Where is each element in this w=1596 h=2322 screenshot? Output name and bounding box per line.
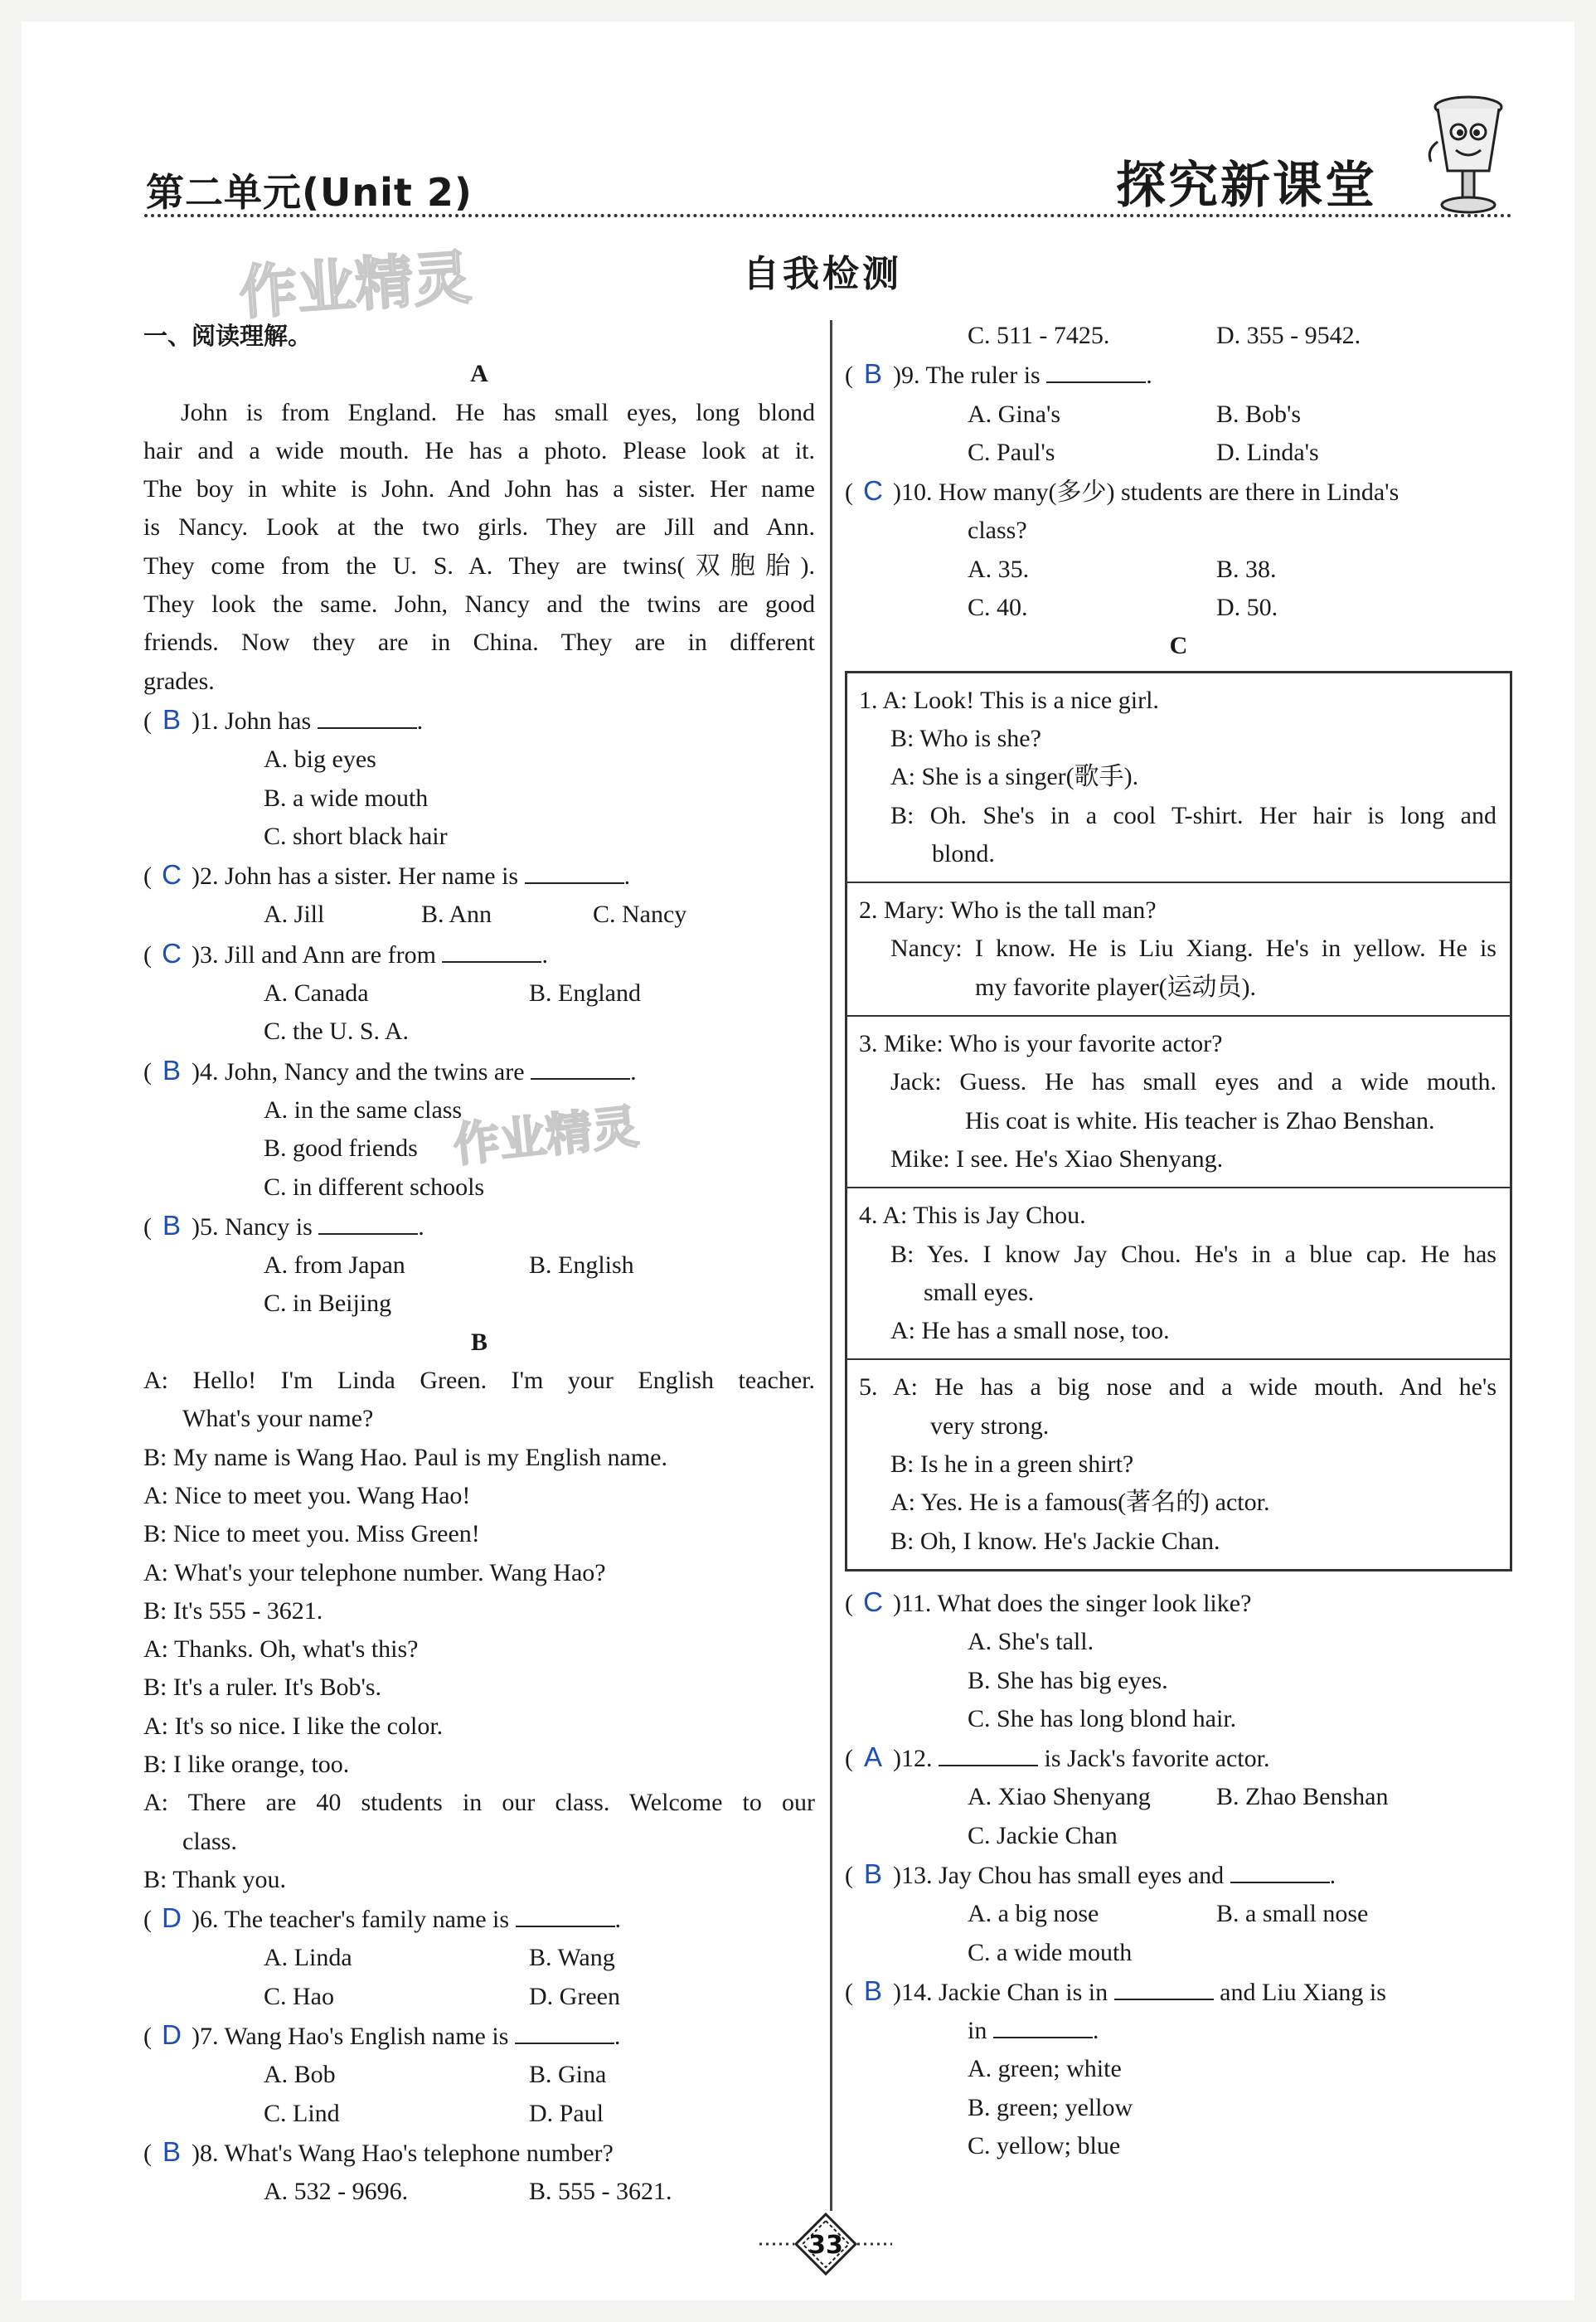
option-row xyxy=(143,1246,815,1285)
dialog-line: A: Nice to meet you. Wang Hao! xyxy=(143,1481,471,1509)
answer-blank xyxy=(516,1904,615,1927)
option: C. Paul's xyxy=(968,438,1055,466)
option: D. 355 - 9542. xyxy=(1216,322,1361,349)
dialog-line: Jack: Guess. He has small eyes and a wide mouth. xyxy=(890,1068,1497,1096)
dialog-line: my favorite player(运动员). xyxy=(975,973,1257,1001)
option: A. Linda xyxy=(264,1944,352,1972)
question-10: ( C )10. How many(多少) students are there in Linda's xyxy=(845,472,1512,512)
dialog-line: B: It's a ruler. It's Bob's. xyxy=(143,1673,382,1702)
dialog-line: B: Is he in a green shirt? xyxy=(890,1450,1134,1479)
option: C. Hao xyxy=(264,1982,334,2010)
answer-mark: C xyxy=(863,475,883,507)
dialog-line: 4. A: This is Jay Chou. xyxy=(859,1202,1086,1230)
passage-c-label: C xyxy=(1169,632,1188,660)
question-2: ( C )2. John has a sister. Her name is . xyxy=(143,856,815,896)
dialog-line: very strong. xyxy=(930,1411,1050,1440)
option-row xyxy=(845,1778,1512,1816)
passage-line: They look the same. John, Nancy and the twins are good xyxy=(143,590,815,619)
question-6: ( D )6. The teacher's family name is . xyxy=(143,1899,815,1939)
passage-line: John is from England. He has small eyes, long blond xyxy=(181,398,815,426)
option: C. the U. S. A. xyxy=(264,1018,410,1046)
option: B. green; yellow xyxy=(968,2093,1133,2121)
dialog-line: class. xyxy=(182,1827,237,1855)
answer-blank xyxy=(993,2015,1093,2038)
option: D. 50. xyxy=(1216,594,1278,622)
answer-mark: B xyxy=(863,358,882,390)
dialog-line: B: Oh. She's in a cool T-shirt. Her hair is long and xyxy=(890,801,1497,829)
option: D. Green xyxy=(529,1982,620,2010)
dialog-line: 1. A: Look! This is a nice girl. xyxy=(859,686,1159,714)
option: A. Xiao Shenyang xyxy=(968,1783,1151,1811)
dialog-line: small eyes. xyxy=(924,1278,1035,1306)
option: B. good friends xyxy=(264,1134,418,1163)
option: B. Ann xyxy=(421,901,492,929)
option: B. Bob's xyxy=(1216,400,1302,428)
option: A. in the same class xyxy=(264,1095,463,1124)
option: B. English xyxy=(529,1251,634,1280)
option-row xyxy=(845,434,1512,472)
question-5: ( B )5. Nancy is . xyxy=(143,1207,815,1246)
option-row xyxy=(845,551,1512,589)
option-row xyxy=(845,589,1512,627)
passage-line: hair and a wide mouth. He has a photo. Please look at it. xyxy=(143,436,815,464)
option: A. 532 - 9696. xyxy=(264,2178,409,2206)
option-row xyxy=(143,2056,815,2094)
watermark: 作业精灵 xyxy=(450,1100,642,1173)
unit-title: 第二单元(Unit 2) xyxy=(146,170,473,215)
option: A. from Japan xyxy=(264,1251,405,1280)
question-7: ( D )7. Wang Hao's English name is . xyxy=(143,2016,815,2056)
mascot-icon xyxy=(1423,92,1514,216)
answer-mark: B xyxy=(162,2135,181,2167)
watermark: 作业精灵 xyxy=(236,243,473,328)
page xyxy=(22,22,1574,2300)
dialog-line: B: I like orange, too. xyxy=(143,1750,350,1778)
answer-mark: D xyxy=(162,1902,182,1934)
option: A. green; white xyxy=(968,2055,1122,2083)
dialog-cell-2 xyxy=(847,883,1510,1017)
dialog-cell-1 xyxy=(847,673,1510,883)
reading-heading: 一、阅读理解。 xyxy=(143,322,313,350)
answer-mark: A xyxy=(863,1742,882,1773)
option: C. 511 - 7425. xyxy=(968,322,1110,349)
dialog-line: B: Oh, I know. He's Jackie Chan. xyxy=(890,1527,1220,1555)
option: C. She has long blond hair. xyxy=(968,1704,1237,1732)
question-9: ( B )9. The ruler is . xyxy=(845,355,1512,395)
option: A. Bob xyxy=(264,2061,336,2089)
option: B. a small nose xyxy=(1216,1900,1369,1928)
dialog-line: A: There are 40 students in our class. Welcome to our xyxy=(143,1789,815,1817)
dialog-line: A: He has a small nose, too. xyxy=(890,1317,1170,1345)
option: A. a big nose xyxy=(968,1900,1099,1928)
dialog-line: 2. Mary: Who is the tall man? xyxy=(859,896,1157,925)
option: B. 555 - 3621. xyxy=(529,2178,672,2206)
option-row xyxy=(143,1978,815,2016)
answer-mark: C xyxy=(162,859,182,891)
answer-blank xyxy=(318,1212,418,1235)
passage-b-label: B xyxy=(470,1328,488,1356)
dialog-line: B: Yes. I know Jay Chou. He's in a blue cap. He has xyxy=(890,1240,1497,1268)
dialog-table xyxy=(845,671,1512,1571)
dialog-line: Nancy: I know. He is Liu Xiang. He's in yellow. He is xyxy=(890,935,1497,963)
page-number-badge xyxy=(759,2211,892,2277)
option: C. in different schools xyxy=(264,1173,485,1201)
option-row xyxy=(143,1939,815,1977)
option: B. Zhao Benshan xyxy=(1216,1783,1389,1811)
option: C. 40. xyxy=(968,594,1028,622)
dialog-cell-5 xyxy=(847,1360,1510,1568)
brand-title: 探究新课堂 xyxy=(1116,157,1377,215)
option: A. Gina's xyxy=(968,400,1061,428)
answer-blank xyxy=(1114,1977,1214,2000)
answer-mark: B xyxy=(162,1209,181,1241)
question-13: ( B )13. Jay Chou has small eyes and . xyxy=(845,1855,1512,1895)
question-4: ( B )4. John, Nancy and the twins are . xyxy=(143,1052,815,1091)
answer-mark: B xyxy=(162,1054,181,1086)
question-12: ( A )12. is Jack's favorite actor. xyxy=(845,1738,1512,1778)
answer-mark: B xyxy=(863,1975,882,2006)
question-14-cont: in . xyxy=(968,2017,1099,2045)
answer-blank xyxy=(442,940,541,963)
question-1: ( B )1. John has . xyxy=(143,701,815,741)
answer-mark: B xyxy=(863,1858,882,1889)
answer-mark: B xyxy=(162,703,181,735)
dialog-line: Mike: I see. He's Xiao Shenyang. xyxy=(890,1144,1224,1173)
option: B. a wide mouth xyxy=(264,784,429,812)
option: C. yellow; blue xyxy=(968,2132,1121,2160)
passage-a-label: A xyxy=(470,360,488,388)
option: A. Canada xyxy=(264,979,369,1008)
answer-blank xyxy=(318,706,417,729)
dialog-cell-4 xyxy=(847,1188,1510,1360)
dialog-line: B: My name is Wang Hao. Paul is my English name. xyxy=(143,1443,667,1471)
left-column xyxy=(143,317,815,2212)
option: A. 35. xyxy=(968,555,1030,583)
dialog-line: A: She is a singer(歌手). xyxy=(890,763,1139,791)
option-row xyxy=(143,2095,815,2133)
option: A. She's tall. xyxy=(968,1628,1094,1656)
option: A. Jill xyxy=(264,901,325,929)
section-title: 自我检测 xyxy=(743,253,902,295)
option: C. Lind xyxy=(264,2099,340,2127)
dialog-line: 3. Mike: Who is your favorite actor? xyxy=(859,1030,1223,1058)
option-row xyxy=(143,896,815,934)
option: A. big eyes xyxy=(264,746,376,774)
option: C. short black hair xyxy=(264,822,448,850)
answer-mark: C xyxy=(863,1586,883,1617)
passage-line: grades. xyxy=(143,667,215,695)
option-row xyxy=(143,2173,815,2211)
option: C. in Beijing xyxy=(264,1290,392,1318)
column-divider xyxy=(830,320,832,2211)
option: B. Gina xyxy=(529,2061,607,2089)
question-10-cont: class? xyxy=(968,517,1027,545)
option: B. Wang xyxy=(529,1944,615,1972)
passage-line: The boy in white is John. And John has a sister. Her name xyxy=(143,475,815,503)
option-row xyxy=(845,396,1512,434)
dialog-line: blond. xyxy=(932,839,995,867)
option: C. Jackie Chan xyxy=(968,1821,1118,1849)
option-row xyxy=(143,974,815,1013)
dialog-cell-3 xyxy=(847,1017,1510,1188)
option: D. Linda's xyxy=(1216,438,1319,466)
passage-line: is Nancy. Look at the two girls. They are Jill and Ann. xyxy=(143,513,815,542)
option: D. Paul xyxy=(529,2099,604,2127)
dialog-line: B: Thank you. xyxy=(143,1865,286,1893)
option: B. England xyxy=(529,979,641,1008)
option-row xyxy=(845,1895,1512,1933)
dialog-line: B: Who is she? xyxy=(890,724,1041,752)
question-11: ( C )11. What does the singer look like? xyxy=(845,1583,1512,1623)
passage-line: They come from the U. S. A. They are twins(双胞胎). xyxy=(143,551,815,580)
option: C. a wide mouth xyxy=(968,1938,1133,1966)
question-3: ( C )3. Jill and Ann are from . xyxy=(143,935,815,974)
dialog-line: A: What's your telephone number. Wang Hao? xyxy=(143,1558,606,1586)
answer-mark: C xyxy=(162,937,182,969)
dialog-line: B: It's 555 - 3621. xyxy=(143,1596,323,1625)
answer-mark: D xyxy=(162,2019,182,2051)
option: C. Nancy xyxy=(593,901,687,929)
header-divider xyxy=(144,214,1512,217)
passage-line: friends. Now they are in China. They are in different xyxy=(143,629,815,657)
dialog-line: His coat is white. His teacher is Zhao Benshan. xyxy=(965,1106,1435,1134)
question-14: ( B )14. Jackie Chan is in and Liu Xiang is xyxy=(845,1972,1512,2012)
dialog-line: A: Thanks. Oh, what's this? xyxy=(143,1635,419,1664)
answer-blank xyxy=(1230,1860,1330,1883)
option: B. She has big eyes. xyxy=(968,1666,1168,1694)
option-row xyxy=(845,317,1512,355)
answer-blank xyxy=(939,1743,1038,1766)
answer-blank xyxy=(1046,360,1146,383)
answer-blank xyxy=(525,861,624,884)
dialog-line: 5. A: He has a big nose and a wide mouth. And he's xyxy=(859,1373,1497,1401)
dialog-line: A: Yes. He is a famous(著名的) actor. xyxy=(890,1489,1270,1517)
dialog-line: A: It's so nice. I like the color. xyxy=(143,1712,444,1740)
answer-blank xyxy=(515,2021,614,2044)
page-number: 33 xyxy=(808,2231,843,2260)
answer-blank xyxy=(531,1057,630,1080)
question-8: ( B )8. What's Wang Hao's telephone number? xyxy=(143,2133,815,2173)
dialog-line: What's your name? xyxy=(182,1405,374,1433)
dialog-line: B: Nice to meet you. Miss Green! xyxy=(143,1520,480,1548)
right-column xyxy=(845,317,1512,2165)
option: B. 38. xyxy=(1216,555,1277,583)
dialog-line: A: Hello! I'm Linda Green. I'm your English teacher. xyxy=(143,1367,815,1395)
